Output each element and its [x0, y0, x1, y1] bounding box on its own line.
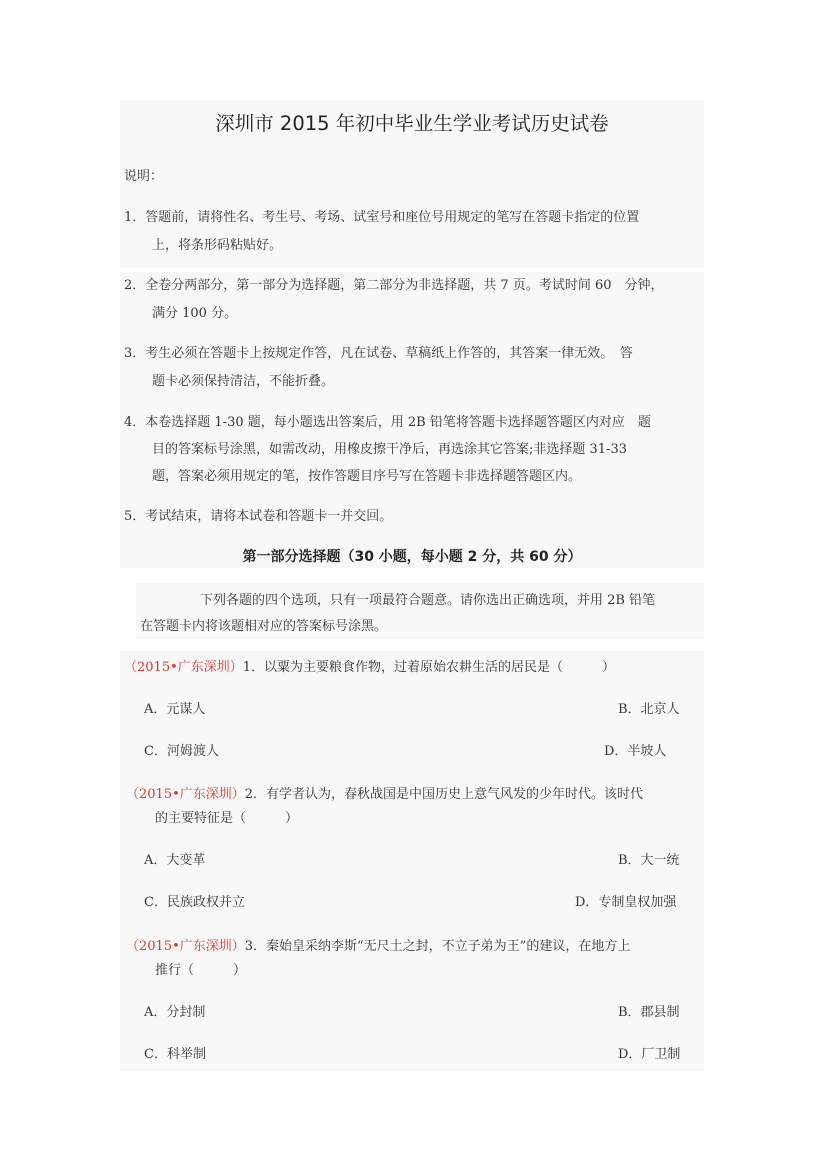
instruction-text: 满分 100 分。 — [152, 306, 238, 321]
questions-shade — [120, 651, 704, 1071]
instruction-number: 3． — [124, 346, 146, 361]
option-c: C．民族政权并立 — [144, 895, 245, 910]
instruction-number: 4． — [124, 415, 146, 430]
question-stem: 的主要特征是（ ） — [155, 811, 299, 826]
question-stem: 3．秦始皇采纳李斯“无尺土之封，不立子弟为王”的建议，在地方上 — [244, 939, 631, 954]
option-b: B．郡县制 — [618, 1005, 680, 1020]
question-stem: 2．有学者认为，春秋战国是中国历史上意气风发的少年时代。该时代 — [244, 787, 644, 802]
instruction-text: 考生必须在答题卡上按规定作答，凡在试卷、草稿纸上作答的，其答案一律无效。 答 — [145, 346, 633, 361]
instruction-text: 题卡必须保持清洁，不能折叠。 — [152, 374, 335, 389]
instruction-number: 5． — [124, 509, 146, 524]
instruction-text: 目的答案标号涂黑，如需改动，用橡皮擦干净后，再选涂其它答案;非选择题 31-33 — [152, 442, 627, 457]
instruction-text: 题，答案必须用规定的笔，按作答题目序号写在答题卡非选择题答题区内。 — [152, 469, 582, 484]
instruction-text: 考试结束，请将本试卷和答题卡一并交回。 — [145, 509, 393, 524]
instruction-text: 答题前，请将性名、考生号、考场、试室号和座位号用规定的笔写在答题卡指定的位置 — [145, 210, 640, 225]
option-d: D．专制皇权加强 — [575, 895, 677, 910]
option-c: C．科举制 — [144, 1047, 206, 1062]
option-d: D．厂卫制 — [618, 1047, 681, 1062]
instruction-text: 本卷选择题 1-30 题，每小题选出答案后，用 2B 铅笔将答题卡选择题答题区内对应 题 — [145, 415, 651, 430]
section-title: 第一部分选择题（30 小题，每小题 2 分，共 60 分） — [242, 549, 582, 565]
question-source: （2015•广东深圳） — [126, 939, 245, 954]
question-stem: 推行（ ） — [155, 963, 247, 978]
section-intro-line-2: 在答题卡内将该题相对应的答案标号涂黑。 — [140, 619, 388, 634]
question-source: （2015•广东深圳） — [124, 660, 243, 675]
option-c: C．河姆渡人 — [144, 744, 219, 759]
question-stem: 1．以粟为主要粮食作物，过着原始农耕生活的居民是（ ） — [242, 660, 616, 675]
option-b: B．大一统 — [618, 853, 680, 868]
option-b: B．北京人 — [618, 702, 680, 717]
instruction-text: 上，将条形码粘贴好。 — [152, 238, 283, 253]
instruction-number: 1． — [124, 210, 146, 225]
option-d: D．半坡人 — [604, 744, 667, 759]
option-a: A．元谋人 — [144, 702, 206, 717]
instructions-heading: 说明： — [124, 169, 164, 184]
page-title: 深圳市 2015 年初中毕业生学业考试历史试卷 — [215, 112, 609, 135]
option-a: A．大变革 — [144, 853, 206, 868]
instruction-number: 2． — [124, 278, 146, 293]
option-a: A．分封制 — [144, 1005, 206, 1020]
question-source: （2015•广东深圳） — [126, 787, 245, 802]
section-intro-line-1: 下列各题的四个选项，只有一项最符合题意。请你选出正确选项，并用 2B 铅笔 — [200, 593, 656, 608]
instruction-text: 全卷分两部分，第一部分为选择题，第二部分为非选择题，共 7 页。考试时间 60 分钟， — [145, 278, 664, 293]
